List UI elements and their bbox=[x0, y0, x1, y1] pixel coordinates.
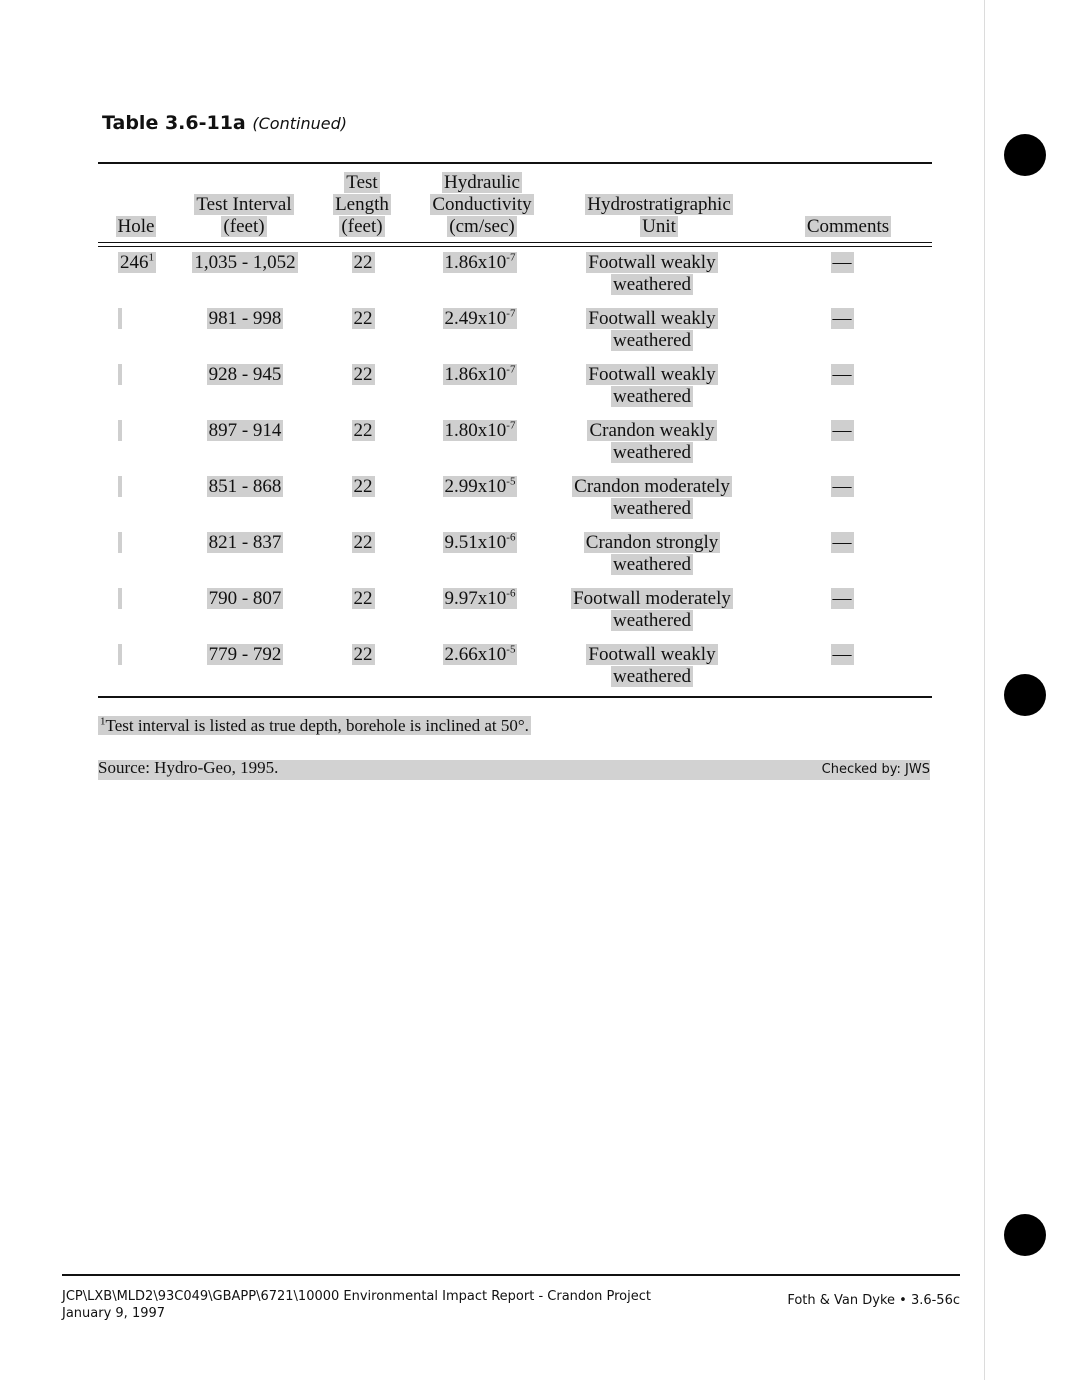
cell-test-length: 22 bbox=[353, 308, 373, 329]
cell-hydrostratigraphic-unit: Footwall weakly weathered bbox=[588, 252, 716, 295]
footer-left bbox=[62, 1288, 651, 1322]
cell-hydrostratigraphic-unit: Footwall weakly weathered bbox=[588, 308, 716, 351]
table-row bbox=[98, 252, 932, 308]
cell-test-length: 22 bbox=[353, 364, 373, 385]
cell-hole: $246^1$ bbox=[120, 251, 154, 273]
cell-hole bbox=[98, 364, 172, 420]
footer-path: JCP\LXB\MLD2\93C049\GBAPP\6721\10000 Environmental Impact Report - Crandon Project bbox=[62, 1289, 651, 1304]
table-row bbox=[98, 420, 932, 476]
cell-comments: — bbox=[832, 252, 852, 273]
table-title-main: Table 3.6-11a bbox=[102, 112, 246, 134]
cell-test-length: 22 bbox=[353, 644, 373, 665]
cell-conductivity: $1.86x10^{-7}$ bbox=[444, 363, 516, 385]
cell-hole bbox=[98, 420, 172, 476]
cell-test-length: 22 bbox=[353, 420, 373, 441]
cell-comments: — bbox=[832, 644, 852, 665]
table-row bbox=[98, 588, 932, 644]
binder-hole-middle bbox=[1004, 674, 1046, 716]
cell-conductivity: $1.80x10^{-7}$ bbox=[444, 419, 516, 441]
binder-hole-bottom bbox=[1004, 1214, 1046, 1256]
header-hole: Hole bbox=[117, 216, 155, 237]
cell-test-length: 22 bbox=[353, 252, 373, 273]
cell-conductivity: $2.99x10^{-5}$ bbox=[444, 475, 516, 497]
cell-test-interval: 1,035 - 1,052 bbox=[194, 252, 296, 273]
header-comments: Comments bbox=[806, 216, 890, 237]
cell-hydrostratigraphic-unit: Crandon weakly weathered bbox=[589, 420, 715, 463]
cell-test-interval: 981 - 998 bbox=[208, 308, 282, 329]
cell-test-interval: 790 - 807 bbox=[208, 588, 282, 609]
footer-right: Foth & Van Dyke • 3.6-56c bbox=[787, 1293, 960, 1308]
cell-comments: — bbox=[832, 364, 852, 385]
cell-conductivity: $2.49x10^{-7}$ bbox=[444, 307, 516, 329]
table-row bbox=[98, 532, 932, 588]
table-row bbox=[98, 644, 932, 700]
cell-test-length: 22 bbox=[353, 476, 373, 497]
table-title bbox=[102, 112, 347, 134]
cell-hydrostratigraphic-unit: Footwall weakly weathered bbox=[588, 644, 716, 687]
cell-hole bbox=[98, 308, 172, 364]
table-title-continued: (Continued) bbox=[252, 114, 347, 133]
hydraulic-test-table bbox=[98, 252, 932, 700]
header-double-rule-bottom bbox=[98, 246, 932, 247]
cell-hydrostratigraphic-unit: Crandon strongly weathered bbox=[585, 532, 719, 575]
cell-conductivity: $2.66x10^{-5}$ bbox=[444, 643, 516, 665]
cell-conductivity: $1.86x10^{-7}$ bbox=[444, 251, 516, 273]
cell-hole bbox=[98, 532, 172, 588]
cell-comments: — bbox=[832, 420, 852, 441]
cell-test-interval: 851 - 868 bbox=[208, 476, 282, 497]
cell-hydrostratigraphic-unit: Footwall moderately weathered bbox=[573, 588, 731, 631]
cell-comments: — bbox=[832, 532, 852, 553]
header-hydrostratigraphic-unit: Hydrostratigraphic Unit bbox=[587, 194, 731, 237]
table-row bbox=[98, 476, 932, 532]
cell-test-interval: 897 - 914 bbox=[208, 420, 282, 441]
header-double-rule-top bbox=[98, 242, 932, 243]
cell-hydrostratigraphic-unit: Crandon moderately weathered bbox=[574, 476, 730, 519]
checked-by: Checked by: JWS bbox=[821, 762, 930, 777]
source-line: Source: Hydro-Geo, 1995. bbox=[98, 758, 279, 777]
cell-test-interval: 821 - 837 bbox=[208, 532, 282, 553]
table-bottom-rule bbox=[98, 696, 932, 698]
cell-conductivity: $9.51x10^{-6}$ bbox=[444, 531, 516, 553]
header-hydraulic-conductivity: Hydraulic Conductivity (cm/sec) bbox=[432, 172, 532, 237]
table-row bbox=[98, 308, 932, 364]
cell-comments: — bbox=[832, 308, 852, 329]
footnote-text: Test interval is listed as true depth, borehole is inclined at 50°. bbox=[105, 716, 529, 735]
cell-test-length: 22 bbox=[353, 588, 373, 609]
cell-comments: — bbox=[832, 476, 852, 497]
cell-test-interval: 928 - 945 bbox=[208, 364, 282, 385]
cell-hole bbox=[98, 644, 172, 700]
footnote bbox=[98, 716, 531, 736]
page-edge bbox=[984, 0, 985, 1380]
cell-comments: — bbox=[832, 588, 852, 609]
cell-conductivity: $9.97x10^{-6}$ bbox=[444, 587, 516, 609]
header-test-interval: Test Interval (feet) bbox=[196, 194, 292, 237]
footnote-marker: 1 bbox=[100, 715, 106, 728]
footer-rule bbox=[62, 1274, 960, 1276]
table-top-rule bbox=[98, 162, 932, 164]
cell-hole bbox=[98, 476, 172, 532]
footer-date: January 9, 1997 bbox=[62, 1306, 166, 1321]
cell-test-interval: 779 - 792 bbox=[208, 644, 282, 665]
cell-test-length: 22 bbox=[353, 532, 373, 553]
table-row bbox=[98, 364, 932, 420]
binder-hole-top bbox=[1004, 134, 1046, 176]
header-test-length: Test Length (feet) bbox=[335, 172, 389, 237]
cell-hydrostratigraphic-unit: Footwall weakly weathered bbox=[588, 364, 716, 407]
cell-hole bbox=[98, 588, 172, 644]
